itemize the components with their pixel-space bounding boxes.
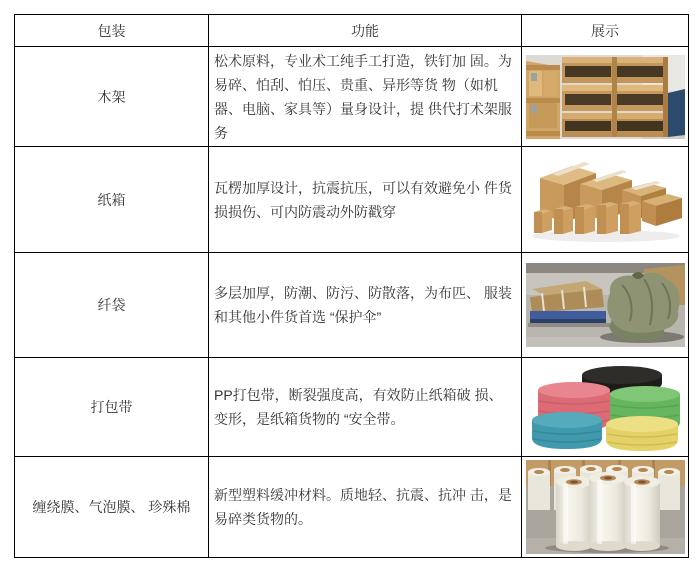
row5-package-cell — [15, 457, 209, 558]
strap-rolls-photo — [526, 363, 685, 451]
wooden-crates-photo — [526, 55, 685, 139]
row1-function-text: 松术原料，专业术工纯手工打造，铁钉加 固。为易碎、怕刮、怕压、贵重、异形等货 物（如机器、电脑、家具等）量身设计，提 供代打术架服务 — [214, 52, 512, 141]
row3-function-cell — [209, 253, 522, 358]
header-label-package: 包装 — [97, 22, 126, 39]
row1-photo-cell — [522, 47, 689, 147]
row1-package-cell — [15, 47, 209, 147]
row1-function-cell — [209, 47, 522, 147]
row3-package-label: 纤袋 — [97, 297, 126, 313]
packaging-table — [14, 14, 689, 558]
header-label-function: 功能 — [351, 22, 379, 39]
row5-photo-cell — [522, 457, 689, 558]
row1-package-label: 木架 — [97, 88, 126, 105]
header-cell-function — [209, 15, 522, 47]
row5-package-label: 缠绕膜、气泡膜、 珍殊棉 — [32, 499, 191, 515]
row3-photo-cell — [522, 253, 689, 358]
row4-photo-cell — [522, 358, 689, 457]
header-cell-display — [522, 15, 689, 47]
woven-sacks-photo — [526, 263, 685, 347]
header-cell-package — [15, 15, 209, 47]
row2-photo-cell — [522, 147, 689, 253]
row2-package-cell — [15, 147, 209, 253]
row2-function-cell — [209, 147, 522, 253]
row4-function-cell — [209, 358, 522, 457]
row2-function-text: 瓦楞加厚设计，抗震抗压，可以有效避免小 件货损损伤、可内防震动外防戳穿 — [214, 179, 512, 220]
row2-package-label: 纸箱 — [97, 191, 126, 208]
row4-package-cell — [15, 358, 209, 457]
row5-function-cell — [209, 457, 522, 558]
row4-function-text: PP打包带，断裂强度高，有效防止纸箱破 损、变形，是纸箱货物的 “安全带。 — [214, 387, 503, 427]
row3-package-cell — [15, 253, 209, 358]
row4-package-label: 打包带 — [90, 399, 133, 415]
row3-function-text: 多层加厚，防潮、防污、防散落，为布匹、 服装和其他小件货首选 “保护伞” — [214, 285, 512, 325]
header-label-display: 展示 — [591, 22, 619, 39]
row5-function-text: 新型塑料缓冲材料。质地轻、抗震、抗冲 击，是易碎类货物的。 — [214, 487, 512, 527]
cardboard-boxes-photo — [526, 156, 685, 244]
film-rolls-photo — [526, 460, 685, 554]
